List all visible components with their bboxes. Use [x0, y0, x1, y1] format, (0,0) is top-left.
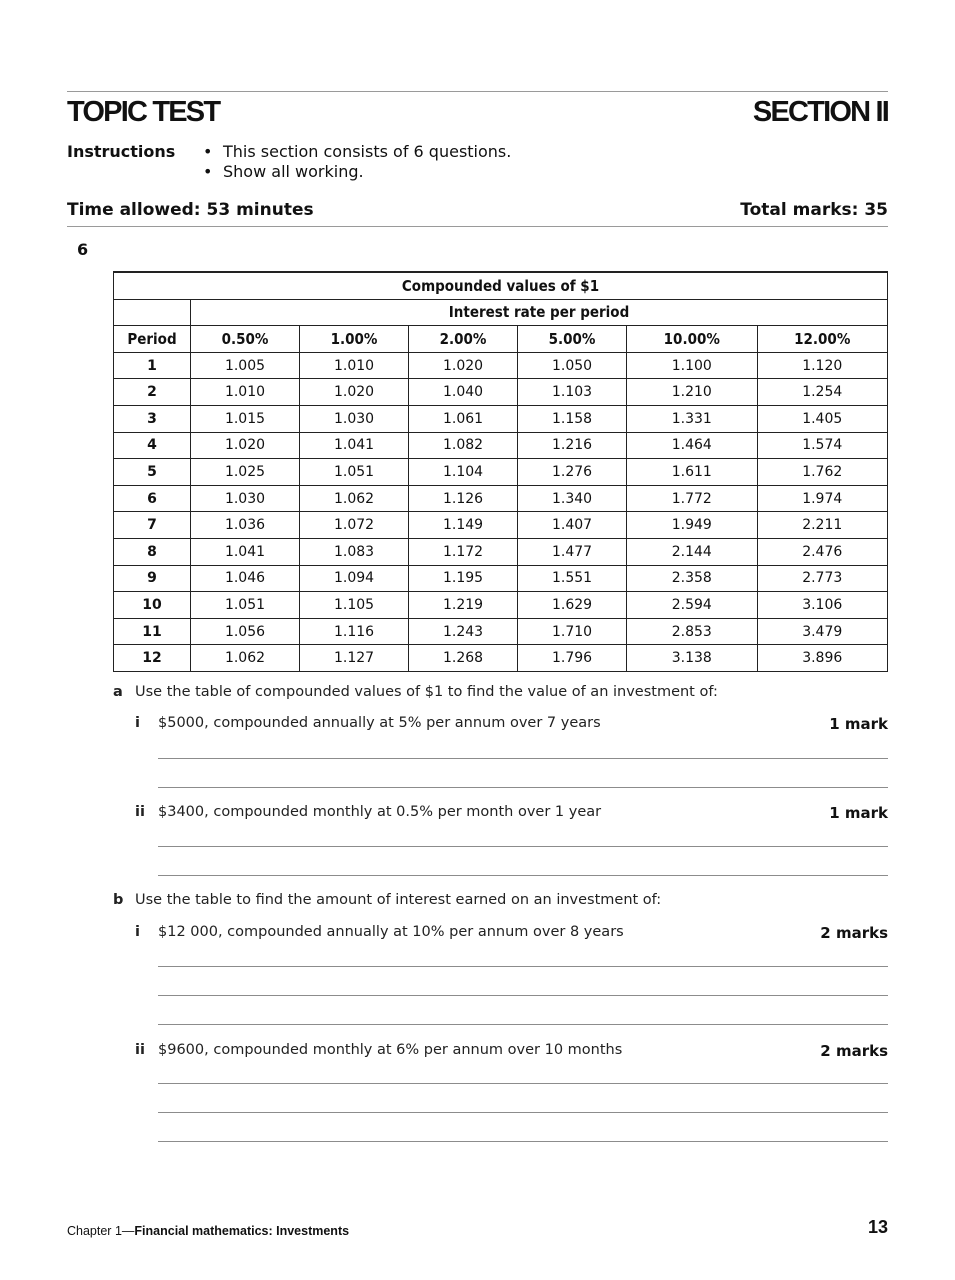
value-cell: 1.464: [627, 432, 757, 459]
value-cell: 1.551: [518, 565, 627, 592]
table-row: [114, 459, 888, 486]
page-header: [67, 95, 888, 129]
value-cell: 1.116: [300, 618, 409, 645]
value-cell: 1.219: [409, 592, 518, 619]
rate-header: 10.00%: [627, 326, 757, 353]
period-cell: 9: [114, 565, 191, 592]
value-cell: 2.144: [627, 538, 757, 565]
value-cell: 2.211: [757, 512, 888, 539]
value-cell: 1.762: [757, 459, 888, 486]
instructions: [67, 142, 511, 182]
table-row: [114, 538, 888, 565]
part-b-ii-text: $9600, compounded monthly at 6% per annum over 10 months: [158, 1042, 623, 1058]
rate-header: 5.00%: [518, 326, 627, 353]
section-title: SECTION II: [752, 95, 888, 128]
instructions-list: [201, 142, 511, 182]
value-cell: 1.126: [409, 485, 518, 512]
part-b-i-text: $12 000, compounded annually at 10% per annum over 8 years: [158, 924, 624, 940]
value-cell: 1.105: [300, 592, 409, 619]
value-cell: 1.015: [191, 405, 300, 432]
value-cell: 1.094: [300, 565, 409, 592]
table-row: [114, 565, 888, 592]
value-cell: 1.974: [757, 485, 888, 512]
answer-line[interactable]: [158, 1024, 888, 1025]
part-a-i-label: i: [135, 715, 140, 731]
value-cell: 1.158: [518, 405, 627, 432]
value-cell: 1.036: [191, 512, 300, 539]
part-b-i-label: i: [135, 924, 140, 940]
period-header: Period: [114, 326, 191, 353]
table-title: Compounded values of $1: [114, 272, 888, 299]
value-cell: 1.010: [300, 352, 409, 379]
answer-line[interactable]: [158, 1112, 888, 1113]
value-cell: 1.149: [409, 512, 518, 539]
footer-chapter-number: Chapter 1—: [67, 1224, 135, 1238]
value-cell: 1.051: [191, 592, 300, 619]
instructions-label: Instructions: [67, 142, 176, 161]
value-cell: 1.056: [191, 618, 300, 645]
part-a-text: Use the table of compounded values of $1 to find the value of an investment of:: [135, 684, 718, 700]
value-cell: 1.030: [300, 405, 409, 432]
period-cell: 8: [114, 538, 191, 565]
answer-line[interactable]: [158, 875, 888, 876]
header-divider: [67, 226, 888, 227]
value-cell: 1.005: [191, 352, 300, 379]
part-b-ii-marks: 2 marks: [820, 1042, 888, 1060]
part-b-label: b: [113, 892, 124, 908]
value-cell: 1.025: [191, 459, 300, 486]
rate-header: 0.50%: [191, 326, 300, 353]
value-cell: 1.195: [409, 565, 518, 592]
part-a-i-text: $5000, compounded annually at 5% per annum over 7 years: [158, 715, 601, 731]
table-row: [114, 618, 888, 645]
value-cell: 1.216: [518, 432, 627, 459]
value-cell: 1.407: [518, 512, 627, 539]
value-cell: 1.020: [191, 432, 300, 459]
table-row: [114, 379, 888, 406]
value-cell: 1.331: [627, 405, 757, 432]
value-cell: 2.853: [627, 618, 757, 645]
part-a-ii-text: $3400, compounded monthly at 0.5% per month over 1 year: [158, 804, 602, 820]
value-cell: 1.061: [409, 405, 518, 432]
answer-line[interactable]: [158, 1141, 888, 1142]
page-number: 13: [867, 1217, 888, 1237]
value-cell: 1.405: [757, 405, 888, 432]
period-cell: 2: [114, 379, 191, 406]
value-cell: 1.477: [518, 538, 627, 565]
value-cell: 1.796: [518, 645, 627, 672]
period-cell: 1: [114, 352, 191, 379]
answer-line[interactable]: [158, 787, 888, 788]
period-cell: 4: [114, 432, 191, 459]
value-cell: 1.020: [409, 352, 518, 379]
rate-header: 2.00%: [409, 326, 518, 353]
value-cell: 1.041: [300, 432, 409, 459]
period-cell: 12: [114, 645, 191, 672]
question-number: 6: [77, 240, 89, 259]
top-rule: [67, 91, 888, 92]
time-marks-row: [67, 200, 888, 220]
value-cell: 1.062: [191, 645, 300, 672]
value-cell: 1.062: [300, 485, 409, 512]
part-a-ii-marks: 1 mark: [829, 804, 888, 822]
table-row: [114, 592, 888, 619]
value-cell: 1.046: [191, 565, 300, 592]
value-cell: 1.083: [300, 538, 409, 565]
value-cell: 1.949: [627, 512, 757, 539]
value-cell: 1.629: [518, 592, 627, 619]
value-cell: 1.772: [627, 485, 757, 512]
period-cell: 6: [114, 485, 191, 512]
value-cell: 1.050: [518, 352, 627, 379]
answer-line[interactable]: [158, 995, 888, 996]
value-cell: 1.051: [300, 459, 409, 486]
part-a-ii-label: ii: [135, 804, 145, 820]
value-cell: 3.138: [627, 645, 757, 672]
part-a-label: a: [113, 684, 123, 700]
value-cell: 1.574: [757, 432, 888, 459]
value-cell: 1.243: [409, 618, 518, 645]
value-cell: 1.120: [757, 352, 888, 379]
part-b-ii-label: ii: [135, 1042, 145, 1058]
answer-line[interactable]: [158, 1083, 888, 1084]
value-cell: 1.276: [518, 459, 627, 486]
rate-header: 12.00%: [757, 326, 888, 353]
table-row: [114, 352, 888, 379]
table-row: [114, 432, 888, 459]
value-cell: 3.106: [757, 592, 888, 619]
part-b-text: Use the table to find the amount of interest earned on an investment of:: [135, 892, 662, 908]
total-marks: Total marks: 35: [740, 200, 888, 220]
value-cell: 1.082: [409, 432, 518, 459]
value-cell: 3.479: [757, 618, 888, 645]
time-allowed: Time allowed: 53 minutes: [67, 200, 314, 220]
table-row: [114, 512, 888, 539]
value-cell: 1.340: [518, 485, 627, 512]
period-cell: 7: [114, 512, 191, 539]
value-cell: 1.020: [300, 379, 409, 406]
part-b-i-marks: 2 marks: [820, 924, 888, 942]
value-cell: 2.358: [627, 565, 757, 592]
table-corner-cell: [114, 299, 191, 326]
period-cell: 5: [114, 459, 191, 486]
topic-test-title: TOPIC TEST: [67, 95, 220, 128]
value-cell: 1.210: [627, 379, 757, 406]
value-cell: 2.773: [757, 565, 888, 592]
table-row: [114, 645, 888, 672]
value-cell: 1.103: [518, 379, 627, 406]
value-cell: 1.268: [409, 645, 518, 672]
value-cell: 1.104: [409, 459, 518, 486]
answer-line[interactable]: [158, 758, 888, 759]
period-cell: 10: [114, 592, 191, 619]
answer-line[interactable]: [158, 966, 888, 967]
value-cell: 1.030: [191, 485, 300, 512]
value-cell: 1.072: [300, 512, 409, 539]
footer-chapter-title: Financial mathematics: Investments: [134, 1224, 350, 1238]
period-cell: 11: [114, 618, 191, 645]
footer-chapter: [67, 1224, 349, 1238]
value-cell: 1.127: [300, 645, 409, 672]
part-a-i-marks: 1 mark: [829, 715, 888, 733]
value-cell: 2.594: [627, 592, 757, 619]
table-subtitle: Interest rate per period: [191, 299, 888, 326]
value-cell: 1.041: [191, 538, 300, 565]
value-cell: 1.010: [191, 379, 300, 406]
value-cell: 3.896: [757, 645, 888, 672]
compounded-values-table: [113, 271, 888, 672]
value-cell: 1.611: [627, 459, 757, 486]
value-cell: 1.254: [757, 379, 888, 406]
value-cell: 2.476: [757, 538, 888, 565]
value-cell: 1.710: [518, 618, 627, 645]
answer-line[interactable]: [158, 846, 888, 847]
instruction-item: • Show all working.: [201, 162, 511, 182]
period-cell: 3: [114, 405, 191, 432]
value-cell: 1.040: [409, 379, 518, 406]
table-row: [114, 485, 888, 512]
table-row: [114, 405, 888, 432]
rate-header: 1.00%: [300, 326, 409, 353]
instruction-item: • This section consists of 6 questions.: [201, 142, 511, 162]
value-cell: 1.172: [409, 538, 518, 565]
value-cell: 1.100: [627, 352, 757, 379]
